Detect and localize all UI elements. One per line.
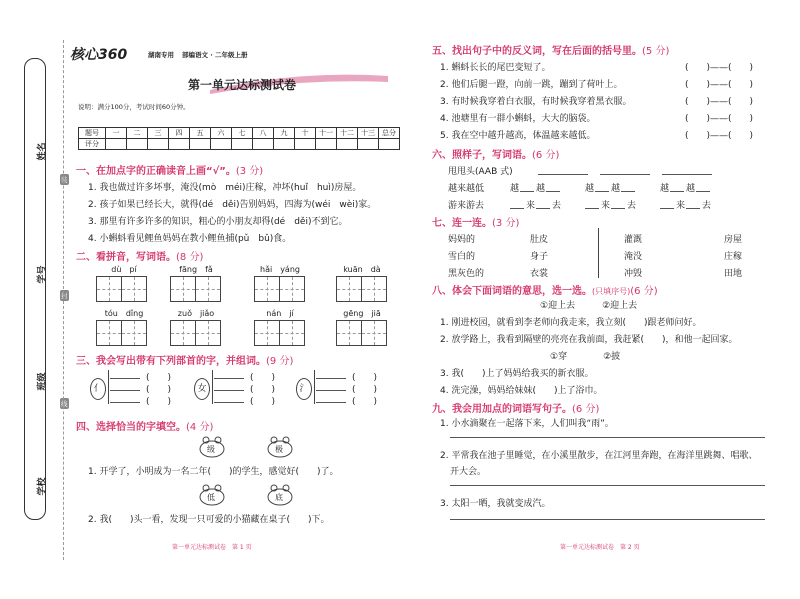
answer-line[interactable] bbox=[510, 208, 524, 209]
paren: ( ) bbox=[146, 397, 172, 407]
pinyin-6: zuǒ jiǎo bbox=[177, 309, 215, 318]
writing-box[interactable] bbox=[279, 276, 305, 302]
s6-row3-label: 游来游去 bbox=[448, 201, 485, 211]
paren: ( ) bbox=[250, 397, 276, 407]
answer-line[interactable] bbox=[611, 208, 625, 209]
answer-line bbox=[316, 378, 346, 379]
writing-box[interactable] bbox=[254, 276, 280, 302]
score-cell[interactable] bbox=[379, 139, 400, 150]
s7-col4-item: 房屋 bbox=[724, 235, 743, 245]
class-label: 班级 bbox=[37, 372, 48, 391]
s6-word: 来 bbox=[601, 201, 611, 211]
writing-box[interactable] bbox=[361, 320, 387, 346]
score-cell[interactable] bbox=[295, 139, 316, 150]
section-1-title bbox=[76, 162, 263, 177]
s9-question-2a: 2. 平常我在池子里睡觉，在小溪里散步，在江河里奔跑，在海洋里跳舞、唱歌、 bbox=[440, 451, 758, 461]
s6-word: 来 bbox=[676, 201, 686, 211]
s7-col2-item: 衣裳 bbox=[530, 269, 549, 279]
paren: ( ) bbox=[250, 385, 276, 395]
s7-col3-item: 灌溉 bbox=[624, 235, 643, 245]
score-cell[interactable] bbox=[148, 139, 169, 150]
section-7-title bbox=[432, 214, 519, 229]
s4-question-1: 1. 开学了，小明成为一名二年( )的学生，感觉好( )了。 bbox=[88, 467, 339, 477]
writing-box[interactable] bbox=[170, 320, 196, 346]
answer-line bbox=[214, 402, 244, 403]
score-col: 七 bbox=[232, 128, 253, 139]
score-cell[interactable] bbox=[337, 139, 358, 150]
footer-left: 第一单元达标测试卷 第 1 页 bbox=[172, 544, 252, 551]
s7-col4-item: 田地 bbox=[724, 269, 743, 279]
s8-question-1: 1. 刚进校园，就看到李老师向我走来，我立刻( )跟老师问好。 bbox=[440, 318, 702, 328]
s9-answer-line-1[interactable] bbox=[450, 437, 765, 438]
writing-box[interactable] bbox=[195, 276, 221, 302]
paren: ( ) bbox=[352, 373, 378, 383]
s6-word: 去 bbox=[552, 201, 562, 211]
s9-question-3: 3. 太阳一晒，我就变成汽。 bbox=[440, 499, 551, 509]
pinyin-5: tóu dǐng bbox=[104, 309, 144, 318]
writing-box[interactable] bbox=[279, 320, 305, 346]
s9-answer-line-2[interactable] bbox=[450, 485, 765, 486]
section-9-title bbox=[432, 400, 599, 415]
score-cell[interactable] bbox=[190, 139, 211, 150]
seal-char-2: 封 bbox=[61, 292, 68, 300]
score-cell[interactable] bbox=[232, 139, 253, 150]
bracket-line bbox=[314, 370, 315, 404]
section-4-title bbox=[76, 418, 213, 433]
writing-box[interactable] bbox=[121, 320, 147, 346]
page-title: 第一单元达标测试卷 bbox=[188, 78, 297, 92]
score-cell[interactable] bbox=[106, 139, 127, 150]
answer-line bbox=[110, 378, 140, 379]
section-8-points: (6 分) bbox=[630, 286, 658, 297]
radical-1: 亻 bbox=[90, 378, 106, 400]
score-col: 四 bbox=[169, 128, 190, 139]
answer-line[interactable] bbox=[538, 174, 588, 175]
s1-question-3: 3. 那里有许多许多的知识，粗心的小朋友却得(dé děi)不到它。 bbox=[88, 217, 348, 227]
score-col: 六 bbox=[211, 128, 232, 139]
score-col: 十 bbox=[295, 128, 316, 139]
section-3-heading: 三、我会写出带有下列部首的字，并组词。 bbox=[76, 356, 266, 367]
radical-2: 女 bbox=[194, 378, 210, 400]
s5-item-1: 1. 蝌蚪长长的尾巴变短了。 bbox=[440, 63, 551, 73]
book-label: 部编语文 · 二年级上册 bbox=[182, 51, 248, 59]
s5-pair: ( )——( ) bbox=[685, 80, 754, 90]
pinyin-4: kuān dà bbox=[343, 265, 381, 274]
score-col: 三 bbox=[148, 128, 169, 139]
writing-box[interactable] bbox=[336, 320, 362, 346]
s6-word: 去 bbox=[627, 201, 637, 211]
seal-dashed-line bbox=[63, 40, 64, 560]
score-cell[interactable] bbox=[169, 139, 190, 150]
score-col: 十二 bbox=[337, 128, 358, 139]
s8-options-2: ①穿 ②披 bbox=[550, 352, 621, 362]
answer-line[interactable] bbox=[686, 208, 700, 209]
logo: 核心360 bbox=[70, 47, 128, 63]
radical-3: 氵 bbox=[296, 378, 312, 400]
frog-char-1 bbox=[198, 436, 226, 458]
answer-line bbox=[316, 390, 346, 391]
s6-word: 来 bbox=[526, 201, 536, 211]
s7-col1-item: 黑灰色的 bbox=[448, 269, 485, 279]
pinyin-8: gēng jiā bbox=[343, 309, 381, 318]
frog-char-3 bbox=[198, 484, 226, 506]
writing-box[interactable] bbox=[195, 320, 221, 346]
section-7-points: (3 分) bbox=[492, 218, 520, 229]
edition-label: 湖南专用 bbox=[148, 51, 174, 59]
seal-char-1: 装 bbox=[61, 176, 68, 184]
section-3-title bbox=[76, 352, 293, 367]
paren: ( ) bbox=[352, 397, 378, 407]
s7-col3-item: 冲毁 bbox=[624, 269, 643, 279]
s6-word: 越 bbox=[510, 184, 520, 194]
score-row-label: 评分 bbox=[79, 139, 106, 150]
paren: ( ) bbox=[352, 385, 378, 395]
s6-example: 甩甩头(AAB 式) bbox=[448, 167, 513, 177]
s8-options-1: ①迎上去 ②迎上去 bbox=[540, 301, 638, 311]
pinyin-2: fāng fǎ bbox=[179, 265, 213, 274]
score-cell[interactable] bbox=[211, 139, 232, 150]
s6-word: 越 bbox=[536, 184, 546, 194]
section-2-points: (8 分) bbox=[176, 252, 204, 263]
s5-pair: ( )——( ) bbox=[685, 97, 754, 107]
paren: ( ) bbox=[250, 373, 276, 383]
section-4-points: (4 分) bbox=[186, 422, 214, 433]
pinyin-3: hǎi yáng bbox=[260, 265, 300, 274]
s5-pair: ( )——( ) bbox=[685, 114, 754, 124]
score-col: 八 bbox=[253, 128, 274, 139]
paren: ( ) bbox=[146, 373, 172, 383]
answer-line[interactable] bbox=[670, 191, 684, 192]
s5-pair: ( )——( ) bbox=[685, 63, 754, 73]
s9-question-2b: 开大会。 bbox=[450, 467, 487, 477]
section-8-heading: 八、体会下面词语的意思，选一选。 bbox=[432, 286, 592, 297]
s1-question-2: 2. 孩子如果已经长大，就得(dé děi)告别妈妈，四海为(wéi wèi)家。 bbox=[88, 200, 377, 210]
section-8-note: (只填序号) bbox=[592, 287, 631, 296]
s9-answer-line-3[interactable] bbox=[450, 519, 765, 520]
s6-word: 越 bbox=[686, 184, 696, 194]
section-5-points: (5 分) bbox=[642, 46, 670, 57]
paren: ( ) bbox=[146, 385, 172, 395]
section-7-heading: 七、连一连。 bbox=[432, 218, 492, 229]
section-5-title bbox=[432, 42, 669, 57]
section-8-title bbox=[432, 282, 658, 297]
choice-char: 极 bbox=[275, 445, 283, 454]
section-1-points: (3 分) bbox=[235, 166, 264, 177]
s4-question-2: 2. 我( )头一看，发现一只可爱的小猫藏在桌子( )下。 bbox=[88, 515, 330, 525]
s9-question-1: 1. 小水滴聚在一起落下来，人们叫我“雨”。 bbox=[440, 419, 614, 429]
answer-line[interactable] bbox=[600, 174, 650, 175]
s6-word: 越 bbox=[660, 184, 670, 194]
pinyin-7: nán jí bbox=[266, 309, 294, 318]
answer-line bbox=[316, 402, 346, 403]
score-cell[interactable] bbox=[316, 139, 337, 150]
section-1-heading: 一、在加点字的正确读音上画“√”。 bbox=[76, 166, 236, 177]
s7-col1-item: 雪白的 bbox=[448, 252, 476, 262]
answer-line bbox=[110, 390, 140, 391]
binding-strip bbox=[24, 58, 46, 520]
score-table bbox=[78, 127, 400, 150]
name-label: 姓名 bbox=[37, 142, 48, 161]
answer-line[interactable] bbox=[696, 191, 710, 192]
writing-box[interactable] bbox=[336, 276, 362, 302]
footer-right: 第一单元达标测试卷 第 2 页 bbox=[560, 544, 640, 551]
answer-line bbox=[214, 378, 244, 379]
score-col: 九 bbox=[274, 128, 295, 139]
answer-line bbox=[110, 402, 140, 403]
s8-question-2: 2. 放学路上，我看到隔壁的亮亮在我前面，我赶紧( )，和他一起回家。 bbox=[440, 335, 738, 345]
writing-box[interactable] bbox=[96, 276, 122, 302]
answer-line[interactable] bbox=[660, 208, 674, 209]
choice-char: 级 bbox=[207, 445, 215, 454]
score-cell[interactable] bbox=[358, 139, 379, 150]
s7-divider bbox=[598, 228, 599, 278]
answer-line[interactable] bbox=[595, 191, 609, 192]
s5-item-4: 4. 池塘里有一群小蝌蚪，大大的脑袋。 bbox=[440, 114, 596, 124]
s7-col1-item: 妈妈的 bbox=[448, 235, 476, 245]
s7-col2-item: 身子 bbox=[530, 252, 549, 262]
writing-box[interactable] bbox=[121, 276, 147, 302]
section-2-title bbox=[76, 248, 203, 263]
s8-question-3: 3. 我( )上了妈妈给我买的新衣服。 bbox=[440, 369, 594, 379]
seal-char-3: 线 bbox=[61, 400, 68, 408]
score-col: 总分 bbox=[379, 128, 400, 139]
score-col: 十三 bbox=[358, 128, 379, 139]
bracket-line bbox=[108, 370, 109, 404]
section-6-heading: 六、照样子，写词语。 bbox=[432, 150, 532, 161]
answer-line[interactable] bbox=[536, 208, 550, 209]
s1-question-1: 1. 我也做过许多坏事，淹没(mò méi)庄稼，冲坏(huǐ huì)房屋。 bbox=[88, 183, 362, 193]
s8-question-4: 4. 洗完澡，妈妈给妹妹( )上了浴巾。 bbox=[440, 386, 603, 396]
writing-box[interactable] bbox=[361, 276, 387, 302]
writing-box[interactable] bbox=[170, 276, 196, 302]
s5-item-3: 3. 有时候我穿着白衣服，有时候我穿着黑衣服。 bbox=[440, 97, 632, 107]
score-col: 十一 bbox=[316, 128, 337, 139]
section-6-points: (6 分) bbox=[532, 150, 560, 161]
school-label: 学校 bbox=[37, 477, 48, 496]
choice-char: 低 bbox=[207, 493, 215, 502]
frog-char-2 bbox=[266, 436, 294, 458]
bracket-line bbox=[212, 370, 213, 404]
writing-box[interactable] bbox=[96, 320, 122, 346]
s7-col3-item: 淹没 bbox=[624, 252, 643, 262]
section-4-heading: 四、选择恰当的字填空。 bbox=[76, 422, 186, 433]
score-head-label: 题号 bbox=[79, 128, 106, 139]
answer-line[interactable] bbox=[662, 174, 712, 175]
s6-word: 越 bbox=[611, 184, 621, 194]
section-5-heading: 五、找出句子中的反义词，写在后面的括号里。 bbox=[432, 46, 642, 57]
frog-char-4 bbox=[266, 484, 294, 506]
s7-col4-item: 庄稼 bbox=[724, 252, 743, 262]
s5-pair: ( )——( ) bbox=[685, 131, 754, 141]
answer-line bbox=[214, 390, 244, 391]
instructions: 说明：满分100分，考试时间60分钟。 bbox=[78, 103, 190, 111]
section-2-heading: 二、看拼音，写词语。 bbox=[76, 252, 176, 263]
s1-question-4: 4. 小蝌蚪看见鲤鱼妈妈在教小鲤鱼捕(pǔ bǔ)食。 bbox=[88, 234, 292, 244]
answer-line[interactable] bbox=[520, 191, 534, 192]
score-col: 二 bbox=[127, 128, 148, 139]
choice-char: 底 bbox=[275, 493, 283, 502]
section-9-points: (6 分) bbox=[572, 404, 600, 415]
section-9-heading: 九、我会用加点的词语写句子。 bbox=[432, 404, 572, 415]
score-col: 一 bbox=[106, 128, 127, 139]
writing-box[interactable] bbox=[254, 320, 280, 346]
answer-line[interactable] bbox=[621, 191, 635, 192]
answer-line[interactable] bbox=[546, 191, 560, 192]
pinyin-1: dù pí bbox=[111, 265, 137, 274]
answer-line[interactable] bbox=[585, 208, 599, 209]
s6-word: 去 bbox=[702, 201, 712, 211]
section-3-points: (9 分) bbox=[266, 356, 294, 367]
section-6-title bbox=[432, 146, 559, 161]
id-label: 学号 bbox=[37, 265, 48, 284]
s6-row2-label: 越来越低 bbox=[448, 184, 485, 194]
s5-item-5: 5. 我在空中越升越高，体温越来越低。 bbox=[440, 131, 596, 141]
s7-col2-item: 肚皮 bbox=[530, 235, 549, 245]
score-cell[interactable] bbox=[274, 139, 295, 150]
s6-word: 越 bbox=[585, 184, 595, 194]
score-cell[interactable] bbox=[127, 139, 148, 150]
score-col: 五 bbox=[190, 128, 211, 139]
s5-item-2: 2. 他们后腿一蹬，向前一跳，蹦到了荷叶上。 bbox=[440, 80, 623, 90]
score-cell[interactable] bbox=[253, 139, 274, 150]
